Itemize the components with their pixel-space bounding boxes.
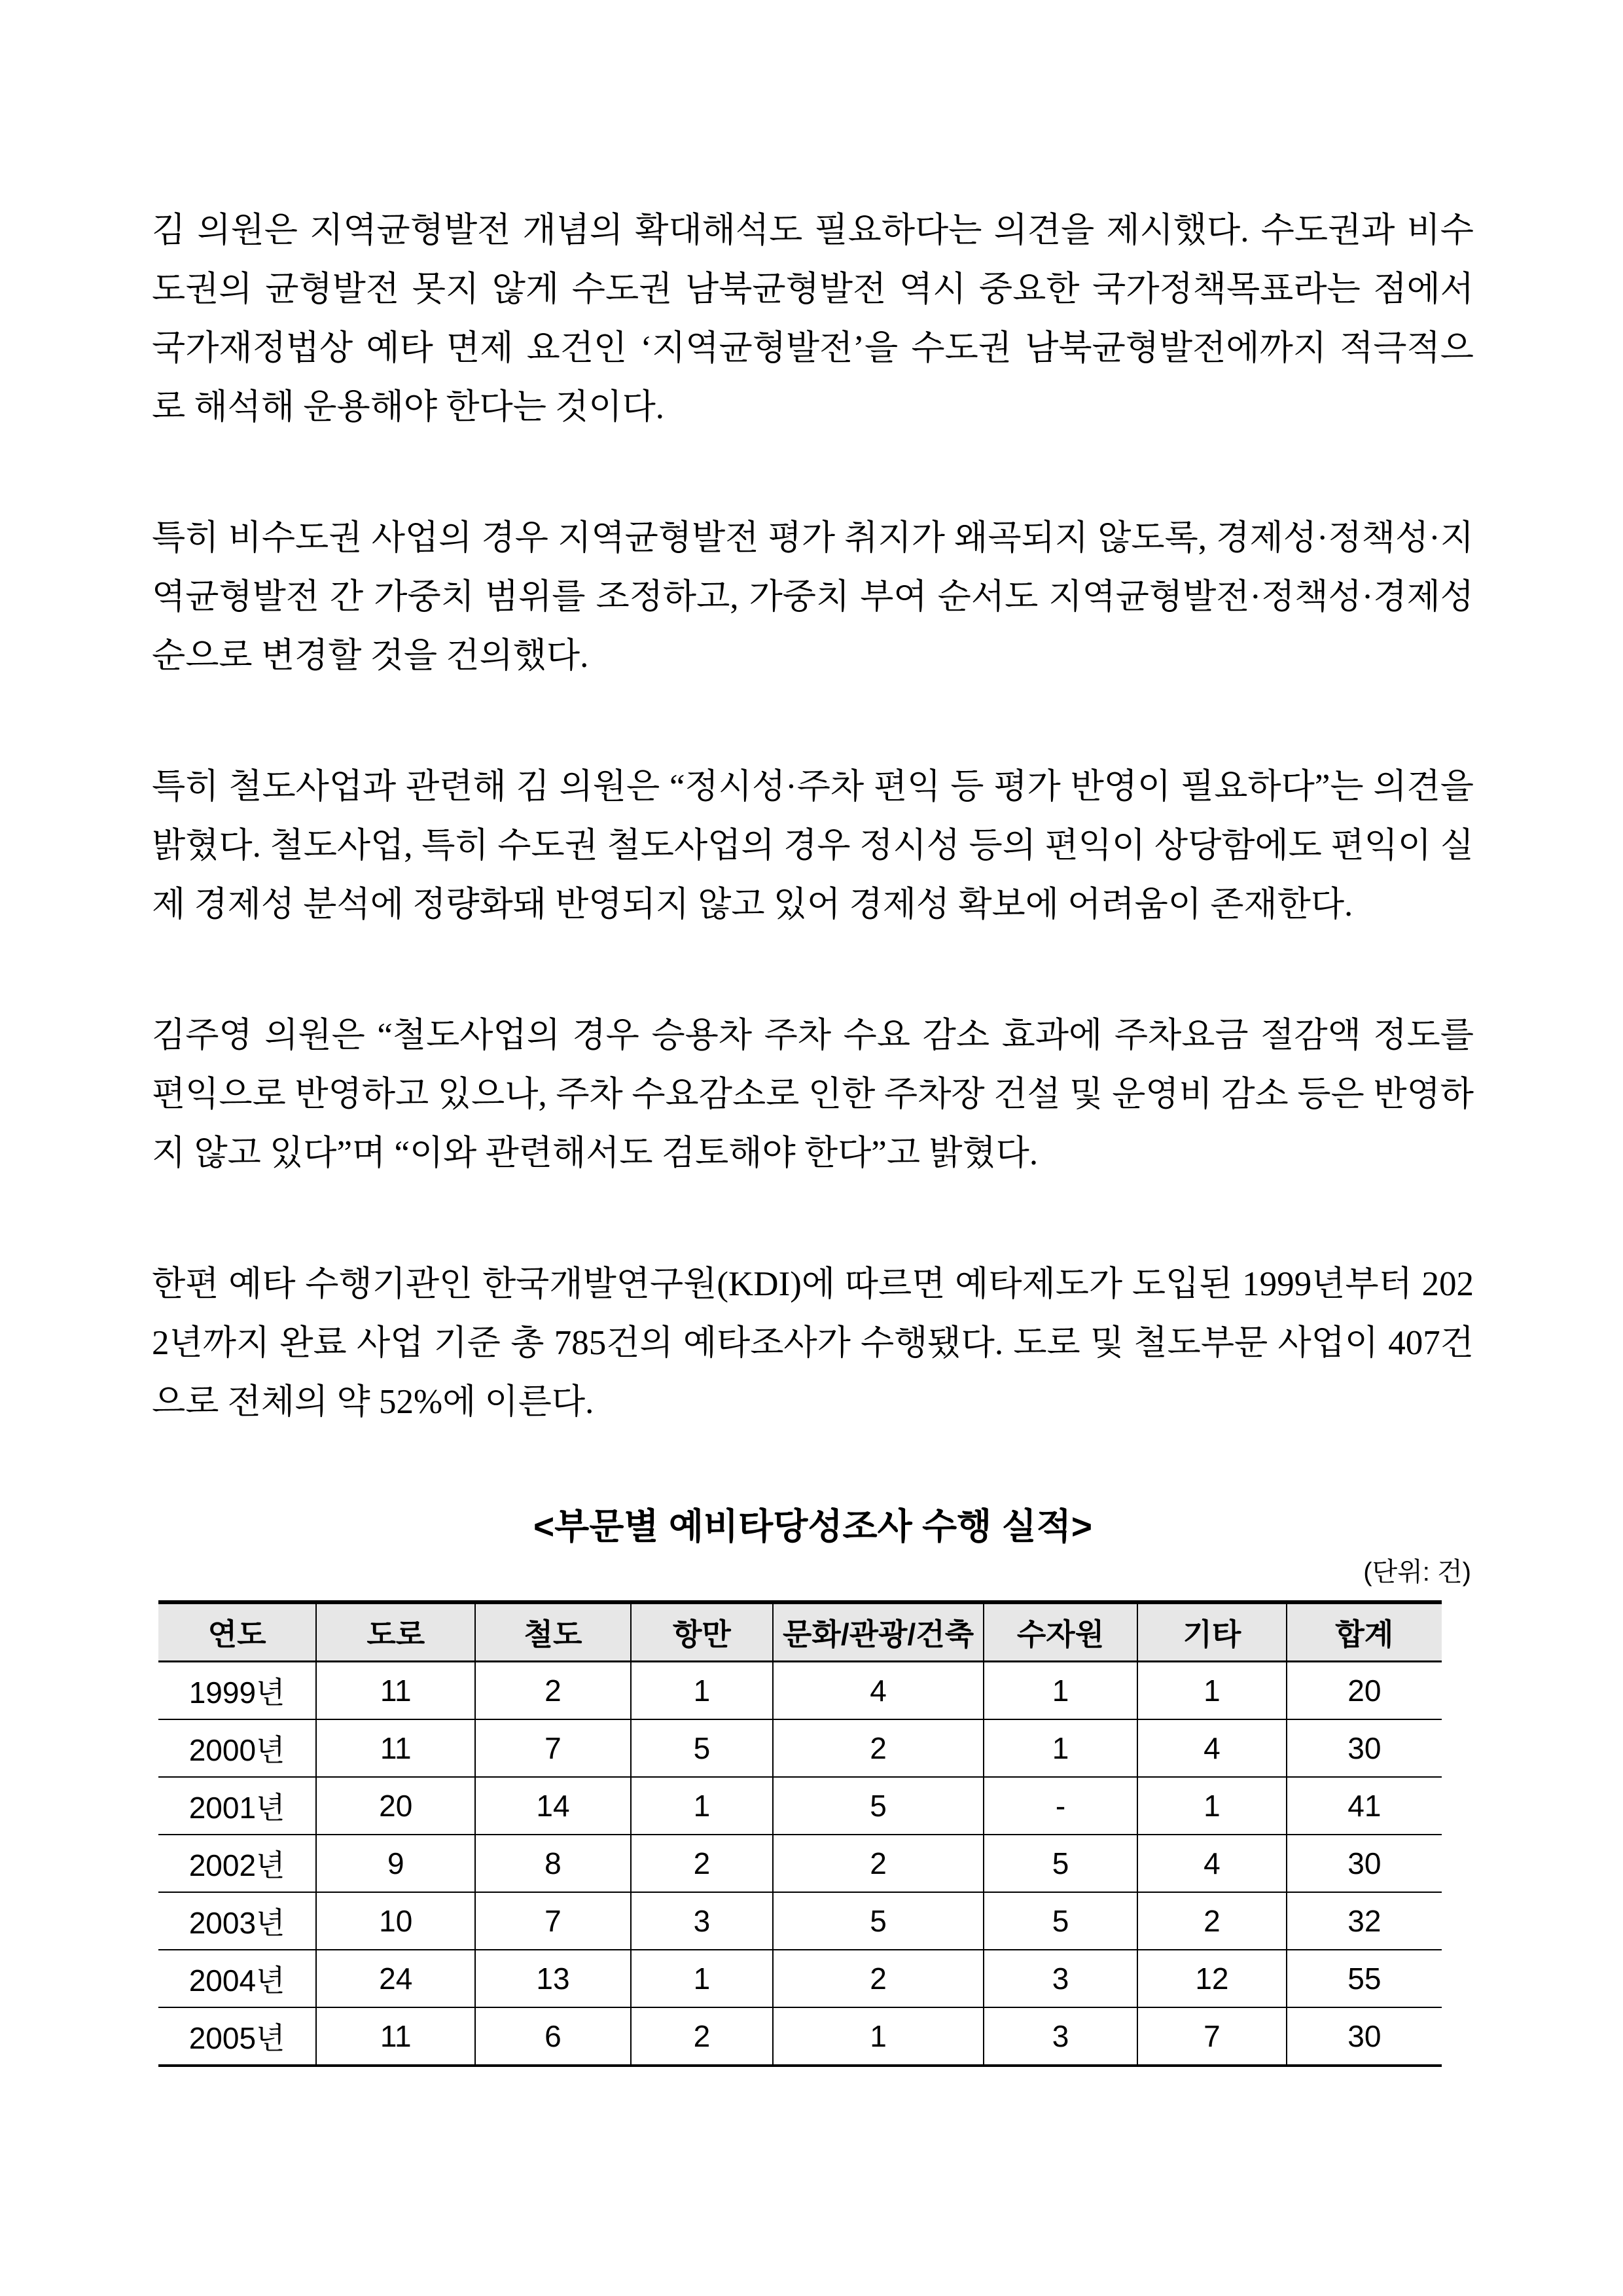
table-cell: 2002년 bbox=[158, 1835, 316, 1892]
table-cell: 5 bbox=[773, 1777, 984, 1835]
table-row-2001 bbox=[158, 1777, 1442, 1835]
table-cell: 20 bbox=[1287, 1662, 1442, 1720]
table-cell: 4 bbox=[773, 1662, 984, 1720]
table-cell: 55 bbox=[1287, 1950, 1442, 2007]
table-row-2004 bbox=[158, 1950, 1442, 2007]
paragraph-3: 특히 철도사업과 관련해 김 의원은 “정시성·주차 편익 등 평가 반영이 필요하다”는 의견을 밝혔다. 철도사업, 특히 수도권 철도사업의 경우 정시성 등의 편익이 상당함에도 편익이 실제 경제성 분석에 정량화돼 반영되지 않고 있어 경제성 확보에 어려움이 존재한다. bbox=[152, 768, 1474, 924]
table-cell: 30 bbox=[1287, 1835, 1442, 1892]
column-header-year: 연도 bbox=[158, 1602, 316, 1662]
table-cell: 2003년 bbox=[158, 1892, 316, 1950]
table-row-2002 bbox=[158, 1835, 1442, 1892]
table-cell: 11 bbox=[316, 1719, 475, 1777]
table-cell: 7 bbox=[475, 1892, 630, 1950]
table-row-2000 bbox=[158, 1719, 1442, 1777]
column-header-culture: 문화/관광/건축 bbox=[773, 1602, 984, 1662]
table-cell: 41 bbox=[1287, 1777, 1442, 1835]
table-cell: 2 bbox=[475, 1662, 630, 1720]
table-cell: 12 bbox=[1137, 1950, 1286, 2007]
table-cell: 14 bbox=[475, 1777, 630, 1835]
table-cell: 2001년 bbox=[158, 1777, 316, 1835]
table-cell: 24 bbox=[316, 1950, 475, 2007]
column-header-rail: 철도 bbox=[475, 1602, 630, 1662]
table-cell: 1 bbox=[984, 1662, 1137, 1720]
table-cell: 10 bbox=[316, 1892, 475, 1950]
table-row-2005 bbox=[158, 2007, 1442, 2066]
table-cell: 1 bbox=[1137, 1777, 1286, 1835]
table-cell: 5 bbox=[631, 1719, 774, 1777]
table-cell: 7 bbox=[1137, 2007, 1286, 2066]
table-cell: 1 bbox=[1137, 1662, 1286, 1720]
table-cell: 32 bbox=[1287, 1892, 1442, 1950]
table-cell: 2 bbox=[773, 1835, 984, 1892]
column-header-port: 항만 bbox=[631, 1602, 774, 1662]
table-cell: 2 bbox=[1137, 1892, 1286, 1950]
table-cell: 1999년 bbox=[158, 1662, 316, 1720]
table-cell: 8 bbox=[475, 1835, 630, 1892]
feasibility-study-table bbox=[158, 1600, 1442, 2067]
column-header-etc: 기타 bbox=[1137, 1602, 1286, 1662]
table-cell: 5 bbox=[984, 1835, 1137, 1892]
table-cell: 30 bbox=[1287, 1719, 1442, 1777]
table-cell: 30 bbox=[1287, 2007, 1442, 2066]
paragraph-4: 김주영 의원은 “철도사업의 경우 승용차 주차 수요 감소 효과에 주차요금 절감액 정도를 편익으로 반영하고 있으나, 주차 수요감소로 인한 주차장 건설 및 운영비 감소 등은 반영하지 않고 있다”며 “이와 관련해서도 검토해야 한다”고 밝혔다. bbox=[152, 1016, 1474, 1172]
table-cell: 7 bbox=[475, 1719, 630, 1777]
table-cell: 2 bbox=[773, 1950, 984, 2007]
column-header-total: 합계 bbox=[1287, 1602, 1442, 1662]
table-unit-label: (단위: 건) bbox=[1363, 1558, 1471, 1587]
table-cell: 6 bbox=[475, 2007, 630, 2066]
table-cell: 5 bbox=[984, 1892, 1137, 1950]
column-header-water: 수자원 bbox=[984, 1602, 1137, 1662]
table-cell: 11 bbox=[316, 2007, 475, 2066]
table-cell: 2000년 bbox=[158, 1719, 316, 1777]
paragraph-1: 김 의원은 지역균형발전 개념의 확대해석도 필요하다는 의견을 제시했다. 수도권과 비수도권의 균형발전 못지 않게 수도권 남북균형발전 역시 중요한 국가정책목표라는 점에서 국가재정법상 예타 면제 요건인 ‘지역균형발전’을 수도권 남북균형발전에까지 적극적으로 해석해 운용해야 한다는 것이다. bbox=[152, 211, 1474, 426]
table-cell: 5 bbox=[773, 1892, 984, 1950]
table-row-1999 bbox=[158, 1662, 1442, 1720]
table-cell: 4 bbox=[1137, 1835, 1286, 1892]
table-header-row bbox=[158, 1602, 1442, 1662]
table-cell: 11 bbox=[316, 1662, 475, 1720]
article-body bbox=[152, 201, 1474, 1431]
table-cell: 1 bbox=[631, 1777, 774, 1835]
column-header-road: 도로 bbox=[316, 1602, 475, 1662]
table-cell: 1 bbox=[631, 1950, 774, 2007]
table-cell: 2005년 bbox=[158, 2007, 316, 2066]
paragraph-2: 특히 비수도권 사업의 경우 지역균형발전 평가 취지가 왜곡되지 않도록, 경제성·정책성·지역균형발전 간 가중치 범위를 조정하고, 가중치 부여 순서도 지역균형발전·정책성·경제성 순으로 변경할 것을 건의했다. bbox=[152, 519, 1474, 675]
table-cell: 1 bbox=[984, 1719, 1137, 1777]
table-cell: 4 bbox=[1137, 1719, 1286, 1777]
table-cell: 1 bbox=[773, 2007, 984, 2066]
table-cell: 2 bbox=[631, 2007, 774, 2066]
table-cell: 9 bbox=[316, 1835, 475, 1892]
table-row-2003 bbox=[158, 1892, 1442, 1950]
table-cell: - bbox=[984, 1777, 1137, 1835]
table-cell: 2 bbox=[773, 1719, 984, 1777]
table-cell: 20 bbox=[316, 1777, 475, 1835]
table-cell: 3 bbox=[631, 1892, 774, 1950]
table-cell: 1 bbox=[631, 1662, 774, 1720]
table-cell: 13 bbox=[475, 1950, 630, 2007]
table-cell: 3 bbox=[984, 1950, 1137, 2007]
table-cell: 2004년 bbox=[158, 1950, 316, 2007]
paragraph-5: 한편 예타 수행기관인 한국개발연구원(KDI)에 따르면 예타제도가 도입된 1999년부터 2022년까지 완료 사업 기준 총 785건의 예타조사가 수행됐다. 도로 및 철도부문 사업이 407건으로 전체의 약 52%에 이른다. bbox=[152, 1265, 1474, 1421]
table-title: <부문별 예비타당성조사 수행 실적> bbox=[533, 1506, 1092, 1547]
table-cell: 3 bbox=[984, 2007, 1137, 2066]
table-cell: 2 bbox=[631, 1835, 774, 1892]
